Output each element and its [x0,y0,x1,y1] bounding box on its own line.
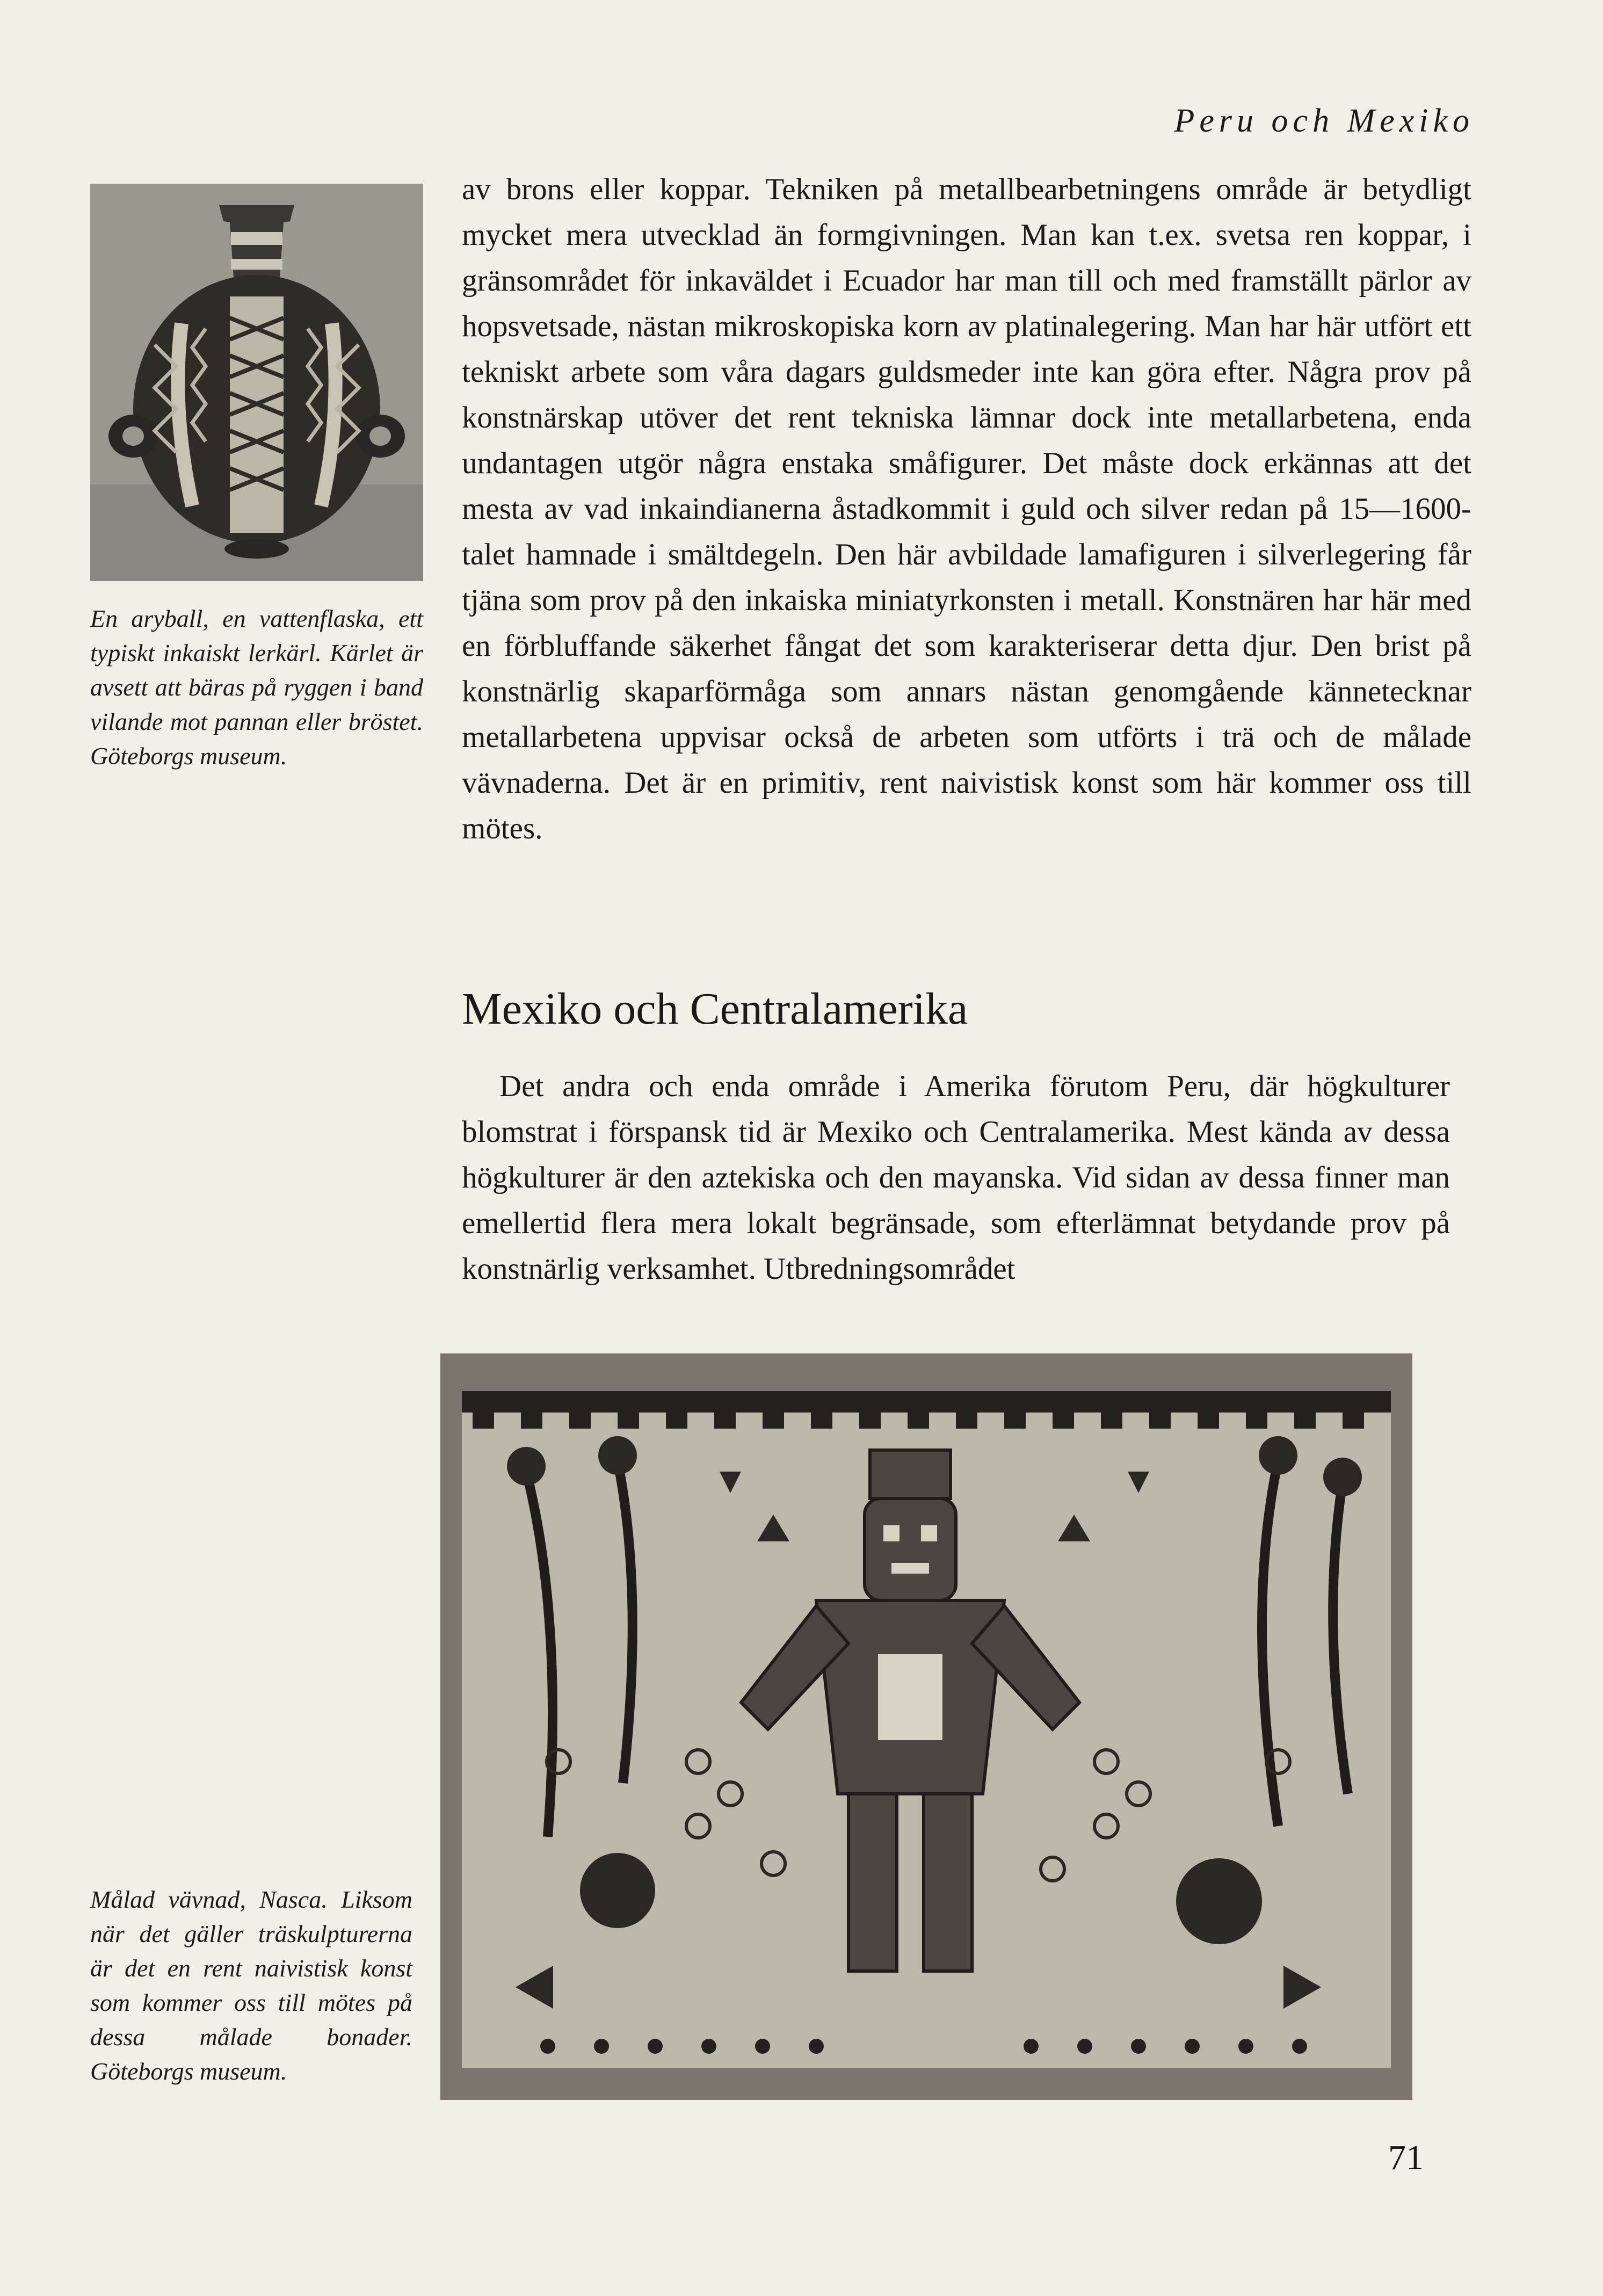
textile-illustration [440,1353,1412,2100]
page-number: 71 [1388,2138,1424,2177]
body-paragraph-top: av brons eller koppar. Tekniken på metallbearbetningens område är betydligt mycket mera utvecklad än formgivningen. Man kan t.ex. svetsa ren koppar, i gränsområdet för inkaväldet i Ecuador har man till och med framställt pärlor av hopsvetsade, nästan mikroskopiska korn av platinalegering. Man har här utfört ett tekniskt arbete som våra dagars guldsmeder inte kan göra efter. Några prov på konstnärskap utöver det rent tekniska lämnar dock inte metallarbetena, enda undantagen utgör några enstaka småfigurer. Det måste dock erkännas att det mesta av vad inkaindianerna åstadkommit i guld och silver redan på 15—1600-talet hamnade i smältdegeln. Den här avbildade lamafiguren i silverlegering får tjäna som prov på den inkaiska miniatyrkonsten i metall. Konstnären har här med en förbluffande säkerhet fångat det som karakteriserar detta djur. Den brist på konstnärlig skaparförmåga som annars nästan genomgående kännetecknar metallarbetena uppvisar också de arbeten som utförts i trä och de målade vävnaderna. Det är en primitiv, rent naivistisk konst som här kommer oss till mötes. [462,172,1471,845]
nasca-painted-textile-photo [440,1353,1412,2100]
section-heading: Mexiko och Centralamerika [462,984,968,1034]
aryballos-vase-photo [90,184,423,581]
vase-caption: En aryball, en vattenflaska, ett typiskt inkaiskt lerkärl. Kärlet är avsett att bäras på ryggen i band vilande mot pannan eller bröstet. Göteborgs museum. [90,605,423,770]
body-paragraph-bottom: Det andra och enda område i Amerika förutom Peru, där högkulturer blomstrat i förspansk tid är Mexiko och Centralamerika. Mest kända av dessa högkulturer är den aztekiska och den mayanska. Vid sidan av dessa finner man emellertid flera mera lokalt begränsade, som efterlämnat betydande prov på konstnärlig verksamhet. Utbredningsområdet [462,1069,1450,1286]
textile-caption: Målad vävnad, Nasca. Liksom när det gäller träskulpturerna är det en rent naivistisk konst som kommer oss till mötes på dessa målade bonader. Göteborgs museum. [90,1886,412,2085]
vase-illustration [90,184,423,581]
running-head: Peru och Mexiko [1174,103,1474,139]
